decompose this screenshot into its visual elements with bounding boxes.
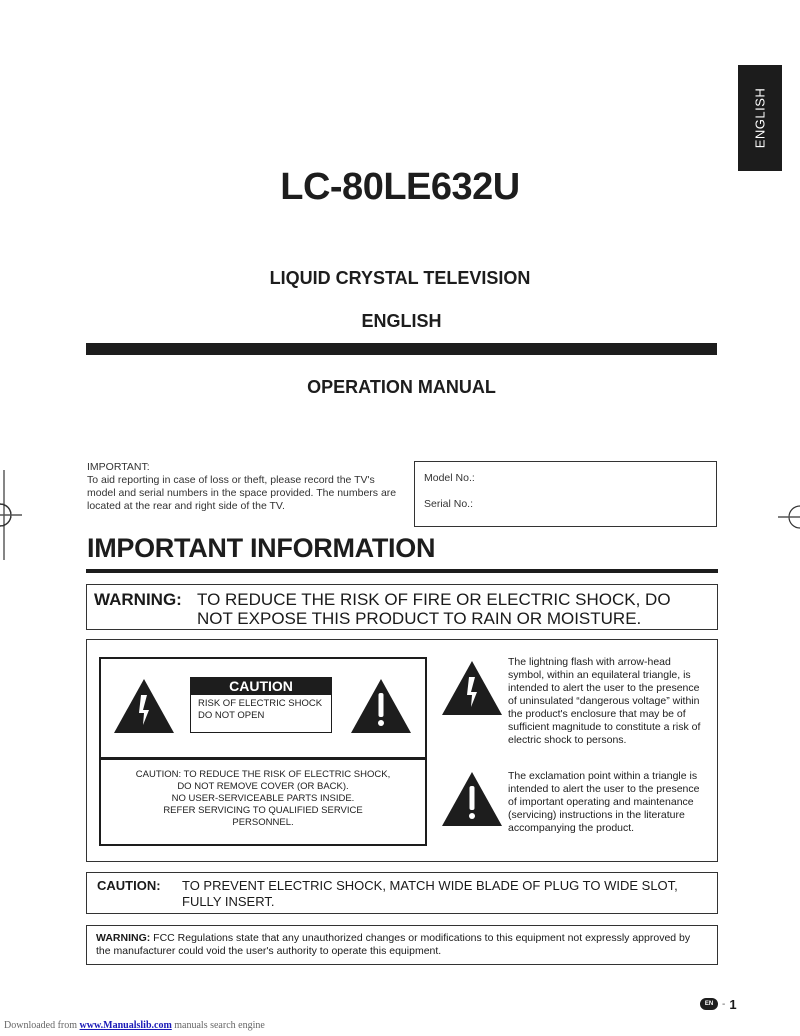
fcc-warning-box bbox=[86, 925, 718, 965]
cover-caution-line: PERSONNEL. bbox=[232, 817, 294, 828]
caution-label bbox=[190, 677, 332, 733]
plug-caution-text: TO PREVENT ELECTRIC SHOCK, MATCH WIDE BLADE OF PLUG TO WIDE SLOT, FULLY INSERT. bbox=[182, 878, 678, 909]
warning-text: TO REDUCE THE RISK OF FIRE OR ELECTRIC SHOCK, DO NOT EXPOSE THIS PRODUCT TO RAIN OR MOISTURE. bbox=[197, 590, 671, 628]
serial-number-label: Serial No.: bbox=[424, 498, 474, 510]
caution-label-line-2: DO NOT OPEN bbox=[198, 709, 265, 721]
language-tab bbox=[738, 65, 782, 171]
cover-caution-line: DO NOT REMOVE COVER (OR BACK). bbox=[177, 781, 349, 792]
page-number-value: 1 bbox=[729, 996, 737, 1012]
fcc-warning-text bbox=[96, 932, 706, 958]
english-badge-icon: EN bbox=[700, 998, 718, 1010]
page-separator: - bbox=[722, 998, 726, 1010]
footer-prefix: Downloaded from bbox=[4, 1020, 80, 1031]
warning-label: WARNING: bbox=[94, 590, 182, 609]
cover-caution-text bbox=[101, 769, 425, 829]
important-note bbox=[87, 461, 397, 513]
registration-mark-right bbox=[778, 500, 800, 540]
language-tab-label: ENGLISH bbox=[752, 87, 768, 149]
caution-label-heading: CAUTION bbox=[191, 678, 331, 695]
plug-caution-label: CAUTION: bbox=[97, 878, 161, 893]
important-note-text: To aid reporting in case of loss or theft, please record the TV's model and serial numbers in the space provided. The numbers are located at the rear and right side of the TV. bbox=[87, 474, 397, 512]
model-serial-record-box bbox=[414, 461, 717, 527]
rain-moisture-warning-box bbox=[86, 584, 718, 630]
fcc-warning-body: FCC Regulations state that any unauthorized changes or modifications to this equipment not expressly approved by the manufacturer could void the user's authority to operate this equipment. bbox=[96, 932, 691, 957]
page-number bbox=[700, 996, 737, 1012]
caution-label-line-1: RISK OF ELECTRIC SHOCK bbox=[198, 698, 323, 709]
language-heading: ENGLISH bbox=[361, 311, 442, 331]
document-type-heading: OPERATION MANUAL bbox=[307, 377, 496, 397]
lightning-warning-icon bbox=[442, 661, 502, 715]
lightning-warning-icon bbox=[114, 679, 174, 733]
registration-mark-left bbox=[0, 470, 26, 570]
footer-suffix: manuals search engine bbox=[171, 1020, 265, 1031]
section-title: IMPORTANT INFORMATION bbox=[87, 533, 436, 563]
fcc-warning-label: WARNING: bbox=[96, 932, 151, 944]
cover-caution-line: NO USER-SERVICEABLE PARTS INSIDE. bbox=[171, 793, 355, 804]
model-number-label: Model No.: bbox=[424, 472, 475, 484]
product-type-heading: LIQUID CRYSTAL TELEVISION bbox=[269, 268, 531, 288]
cover-caution-line: CAUTION: TO REDUCE THE RISK OF ELECTRIC SHOCK, bbox=[135, 769, 391, 780]
symbol-box-divider bbox=[101, 757, 425, 760]
exclamation-warning-icon bbox=[442, 772, 502, 826]
exclamation-warning-icon bbox=[351, 679, 411, 733]
model-number-title: LC-80LE632U bbox=[280, 166, 520, 208]
section-title-rule bbox=[86, 569, 718, 573]
important-note-heading: IMPORTANT: bbox=[87, 461, 150, 473]
exclamation-symbol-explanation: The exclamation point within a triangle is intended to alert the user to the presence of important operating and maintenance (servicing) instructions in the literature accompanying the product. bbox=[508, 770, 700, 834]
plug-caution-box bbox=[86, 872, 718, 914]
manualslib-link[interactable]: www.Manualslib.com bbox=[79, 1020, 172, 1031]
title-divider-bar bbox=[86, 343, 717, 355]
lightning-symbol-explanation: The lightning flash with arrow-head symbol, within an equilateral triangle, is intended to alert the user to the presence of uninsulated “dangerous voltage” within the product's enclosure that may be of sufficient magnitude to constitute a risk of electric shock to persons. bbox=[508, 656, 701, 746]
cover-caution-line: REFER SERVICING TO QUALIFIED SERVICE bbox=[163, 805, 363, 816]
download-footer bbox=[4, 1020, 265, 1031]
